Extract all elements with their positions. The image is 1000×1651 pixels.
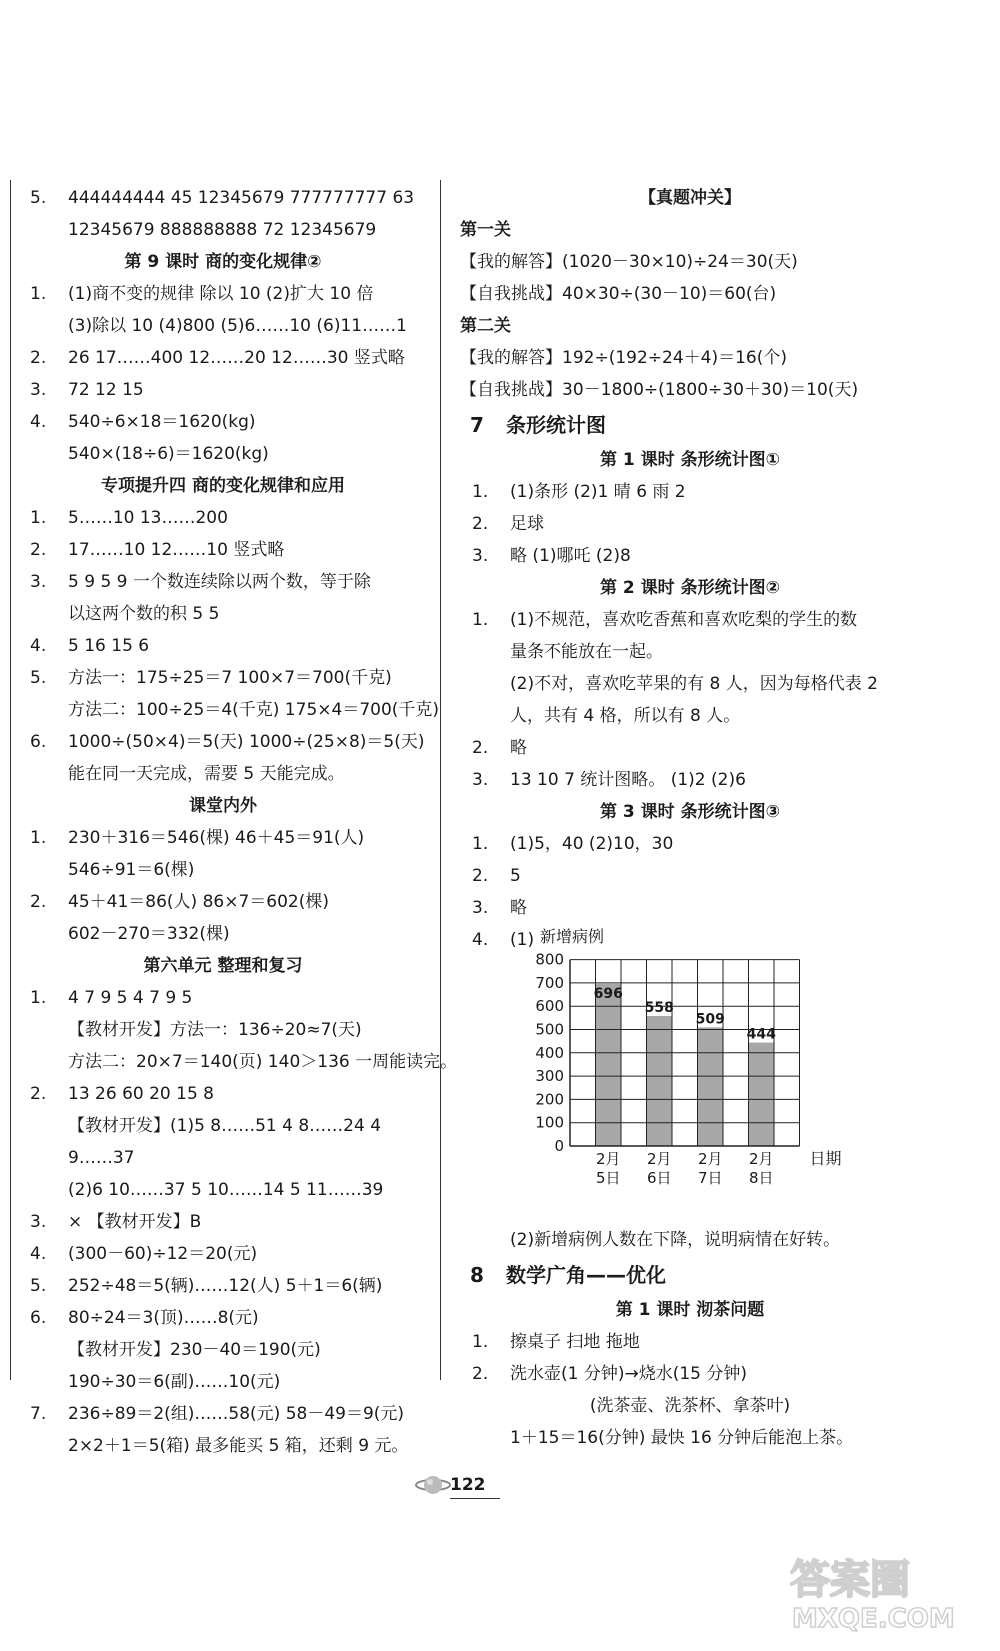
answer-text: 洗水壶(1 分钟)→烧水(15 分钟) xyxy=(510,1364,748,1384)
answer-text: 1＋15＝16(分钟) 最快 16 分钟后能泡上茶。 xyxy=(510,1428,854,1448)
question-item xyxy=(460,860,920,892)
answer-continuation xyxy=(18,1430,428,1462)
answer-text: 略 xyxy=(510,738,527,758)
bar xyxy=(647,1016,673,1146)
answer-text: 540÷6×18＝1620(kg) xyxy=(68,412,256,432)
question-number: 5. xyxy=(30,188,47,208)
page-number: 122 xyxy=(450,1475,486,1495)
answer-text: 方法一：175÷25＝7 100×7＝700(千克) xyxy=(68,668,392,688)
question-item xyxy=(18,502,428,534)
answer-continuation xyxy=(18,1174,428,1206)
answer-text: 5 xyxy=(510,866,521,886)
answer-text: 540×(18÷6)＝1620(kg) xyxy=(68,444,269,464)
planet-icon xyxy=(415,1470,451,1504)
x-tick-label-month: 2月 xyxy=(697,1150,723,1168)
question-number: 4. xyxy=(30,636,47,656)
question-item xyxy=(18,1206,428,1238)
question-item xyxy=(18,886,428,918)
answer-text: 5……10 13……200 xyxy=(68,508,228,528)
right-column xyxy=(460,182,920,1454)
answer-text: (1)商不变的规律 除以 10 (2)扩大 10 倍 xyxy=(68,284,374,304)
answer-text: 4 7 9 5 4 7 9 5 xyxy=(68,988,193,1008)
answer-continuation xyxy=(18,1014,428,1046)
bar xyxy=(593,984,623,1146)
answer-continuation xyxy=(18,1366,428,1398)
question-number: 4. xyxy=(30,1244,47,1264)
unit-number: 8 xyxy=(470,1263,484,1287)
answer-continuation xyxy=(460,668,920,700)
page-number-underline xyxy=(450,1498,500,1499)
unit-heading xyxy=(460,406,920,444)
bar xyxy=(749,1043,775,1146)
answer-text: 546÷91＝6(棵) xyxy=(68,860,195,880)
y-tick-label: 500 xyxy=(535,1020,564,1039)
x-axis-label: 日期 xyxy=(809,1149,842,1168)
answer-text: 略 xyxy=(510,898,527,918)
question-item xyxy=(460,476,920,508)
answer-text: 45＋41＝86(人) 86×7＝602(棵) xyxy=(68,892,329,912)
question-number: 6. xyxy=(30,732,47,752)
column-divider-center xyxy=(440,180,441,1380)
answer-continuation xyxy=(18,214,428,246)
answer-continuation xyxy=(18,438,428,470)
unit-number: 7 xyxy=(470,413,484,437)
question-number: 4. xyxy=(30,412,47,432)
answer-line: 【我的解答】(1020－30×10)÷24＝30(天) xyxy=(460,252,798,272)
question-item xyxy=(460,892,920,924)
question-number: 1. xyxy=(472,482,489,502)
question-number: 1. xyxy=(472,610,489,630)
answer-continuation xyxy=(18,694,440,726)
answer-text: (300－60)÷12＝20(元) xyxy=(68,1244,258,1264)
question-item xyxy=(18,278,428,310)
answer-continuation xyxy=(18,854,428,886)
answer-text: 略 (1)哪吒 (2)8 xyxy=(510,546,631,566)
answer-text: (2)6 10……37 5 10……14 5 11……39 xyxy=(68,1180,384,1200)
answer-text: 【教材开发】230－40＝190(元) xyxy=(68,1340,321,1360)
answer-line: 【自我挑战】40×30÷(30－10)＝60(台) xyxy=(460,284,777,304)
lesson-heading: 第 1 课时 条形统计图① xyxy=(600,450,780,470)
bar-chart xyxy=(510,924,930,1194)
y-tick-label: 700 xyxy=(535,973,564,992)
x-tick-label-month: 2月 xyxy=(748,1150,774,1168)
question-item xyxy=(18,1078,428,1110)
x-tick-label-day: 6日 xyxy=(646,1169,672,1187)
question-item xyxy=(18,822,428,854)
y-tick-label: 600 xyxy=(535,997,564,1016)
lesson-heading: 专项提升四 商的变化规律和应用 xyxy=(101,476,345,496)
left-column xyxy=(18,182,458,1462)
question-item xyxy=(460,508,920,540)
question-number: 5. xyxy=(30,1276,47,1296)
answer-text: 擦桌子 扫地 拖地 xyxy=(510,1332,640,1352)
question-item xyxy=(18,1302,428,1334)
chart-question xyxy=(460,924,920,1224)
data-label: 558 xyxy=(644,999,674,1016)
question-item xyxy=(18,1398,428,1430)
column-divider-left xyxy=(10,180,11,1380)
answer-text: 12345679 888888888 72 12345679 xyxy=(68,220,377,240)
x-tick-label-day: 5日 xyxy=(595,1169,621,1187)
question-item xyxy=(18,662,428,694)
question-number: 1. xyxy=(30,508,47,528)
right-top-section xyxy=(460,182,920,924)
question-item xyxy=(18,1238,428,1270)
answer-line: 【我的解答】192÷(192÷24＋4)＝16(个) xyxy=(460,348,787,368)
question-item xyxy=(460,540,920,572)
answer-text: (1)条形 (2)1 晴 6 雨 2 xyxy=(510,482,686,502)
question-number: 7. xyxy=(30,1404,47,1424)
question-number: 2. xyxy=(472,1364,489,1384)
y-tick-label: 400 xyxy=(535,1043,564,1062)
question-number: 2. xyxy=(472,738,489,758)
answer-text: 人，共有 4 格，所以有 8 人。 xyxy=(510,706,741,726)
answer-text: (3)除以 10 (4)800 (5)6……10 (6)11……1 xyxy=(68,316,407,336)
question-part: (1) xyxy=(510,930,535,950)
question-item xyxy=(460,1326,920,1358)
answer-text: (1)不规范，喜欢吃香蕉和喜欢吃梨的学生的数 xyxy=(510,610,858,630)
answer-continuation xyxy=(460,636,920,668)
question-item xyxy=(18,406,428,438)
answer-text: 190÷30＝6(副)……10(元) xyxy=(68,1372,281,1392)
x-tick-label-day: 7日 xyxy=(697,1169,723,1187)
answer-text: 方法二：100÷25＝4(千克) 175×4＝700(千克) xyxy=(68,700,440,720)
lesson-heading: 第 1 课时 沏茶问题 xyxy=(615,1300,765,1320)
answer-text: 能在同一天完成，需要 5 天能完成。 xyxy=(68,764,345,784)
answer-text: 26 17……400 12……20 12……30 竖式略 xyxy=(68,348,405,368)
unit-title: 条形统计图 xyxy=(506,413,606,437)
answer-text: (2)不对，喜欢吃苹果的有 8 人，因为每格代表 2 xyxy=(510,674,878,694)
question-number: 3. xyxy=(30,380,47,400)
y-tick-label: 0 xyxy=(554,1137,564,1155)
answer-text: 以这两个数的积 5 5 xyxy=(68,604,220,624)
question-item xyxy=(460,828,920,860)
answer-continuation xyxy=(18,598,428,630)
answer-text: 1000÷(50×4)＝5(天) 1000÷(25×8)＝5(天) xyxy=(68,732,425,752)
y-tick-label: 200 xyxy=(535,1090,564,1109)
answer-text: × 【教材开发】B xyxy=(68,1212,202,1232)
question-number: 2. xyxy=(30,348,47,368)
answer-continuation xyxy=(18,918,428,950)
question-number: 3. xyxy=(30,572,47,592)
answer-text: 13 10 7 统计图略。 (1)2 (2)6 xyxy=(510,770,746,790)
answer-line: 【自我挑战】30－1800÷(1800÷30＋30)＝10(天) xyxy=(460,380,859,400)
answer-note: (洗茶壶、洗茶杯、拿茶叶) xyxy=(589,1396,791,1416)
question-item xyxy=(18,182,428,214)
unit-heading xyxy=(460,1256,920,1294)
answer-continuation xyxy=(18,1046,458,1078)
question-item xyxy=(18,342,428,374)
x-tick-label-month: 2月 xyxy=(646,1150,672,1168)
question-item xyxy=(18,1270,428,1302)
question-item xyxy=(460,764,920,796)
answer-text: (1)5，40 (2)10，30 xyxy=(510,834,674,854)
answer-continuation xyxy=(18,758,428,790)
question-item xyxy=(18,630,428,662)
question-number: 5. xyxy=(30,668,47,688)
data-label: 509 xyxy=(695,1011,725,1028)
question-number: 2. xyxy=(472,866,489,886)
answer-continuation xyxy=(460,700,920,732)
question-item xyxy=(18,982,428,1014)
lesson-heading: 第六单元 整理和复习 xyxy=(143,956,303,976)
y-tick-label: 300 xyxy=(535,1067,564,1086)
question-number: 2. xyxy=(30,892,47,912)
answer-text: 80÷24＝3(顶)……8(元) xyxy=(68,1308,259,1328)
svg-text:MXQE.COM: MXQE.COM xyxy=(792,1604,955,1634)
question-item xyxy=(18,726,428,758)
question-number: 3. xyxy=(472,898,489,918)
question-item xyxy=(18,374,428,406)
x-tick-label-month: 2月 xyxy=(595,1150,621,1168)
question-number: 3. xyxy=(472,546,489,566)
answer-text: 5 9 5 9 一个数连续除以两个数，等于除 xyxy=(68,572,371,592)
lesson-heading: 第 9 课时 商的变化规律② xyxy=(124,252,322,272)
answer-text: 9……37 xyxy=(68,1148,135,1168)
answer-text: 足球 xyxy=(510,514,544,534)
question-number: 2. xyxy=(30,1084,47,1104)
y-tick-label: 800 xyxy=(535,950,564,969)
unit-title: 数学广角——优化 xyxy=(506,1263,666,1287)
question-number: 6. xyxy=(30,1308,47,1328)
answer-continuation xyxy=(18,1142,428,1174)
level-heading: 第二关 xyxy=(460,316,511,336)
lesson-heading: 第 3 课时 条形统计图③ xyxy=(600,802,780,822)
answer-text: 230＋316＝546(棵) 46＋45＝91(人) xyxy=(68,828,365,848)
y-axis-label: 新增病例 xyxy=(540,927,605,946)
answer-text: 72 12 15 xyxy=(68,380,144,400)
answer-text: 444444444 45 12345679 777777777 63 xyxy=(68,188,415,208)
answer-continuation xyxy=(460,1224,920,1256)
question-number: 1. xyxy=(472,834,489,854)
answer-text: 方法二：20×7＝140(页) 140＞136 一周能读完。 xyxy=(68,1052,458,1072)
answer-continuation xyxy=(18,1334,428,1366)
question-number: 1. xyxy=(472,1332,489,1352)
answer-text: 13 26 60 20 15 8 xyxy=(68,1084,214,1104)
answer-text: 量条不能放在一起。 xyxy=(510,642,663,662)
question-item xyxy=(18,534,428,566)
svg-text:答案圈: 答案圈 xyxy=(790,1557,910,1603)
lesson-heading: 【真题冲关】 xyxy=(639,188,741,208)
lesson-heading: 第 2 课时 条形统计图② xyxy=(600,578,780,598)
answer-continuation xyxy=(18,310,428,342)
lesson-heading: 课堂内外 xyxy=(189,796,257,816)
answer-text: 252÷48＝5(辆)……12(人) 5＋1＝6(辆) xyxy=(68,1276,383,1296)
answer-text: 602－270＝332(棵) xyxy=(68,924,230,944)
answer-text: 【教材开发】(1)5 8……51 4 8……24 4 xyxy=(68,1116,382,1136)
answer-continuation xyxy=(460,1422,920,1454)
answer-text: 5 16 15 6 xyxy=(68,636,150,656)
question-number: 3. xyxy=(30,1212,47,1232)
bar xyxy=(698,1027,724,1146)
question-item xyxy=(460,604,920,636)
answer-text: 2×2＋1＝5(箱) 最多能买 5 箱，还剩 9 元。 xyxy=(68,1436,409,1456)
question-item xyxy=(18,566,428,598)
x-tick-label-day: 8日 xyxy=(748,1169,774,1187)
level-heading: 第一关 xyxy=(460,220,511,240)
question-number: 1. xyxy=(30,988,47,1008)
question-number: 1. xyxy=(30,284,47,304)
answer-continuation xyxy=(18,1110,428,1142)
answer-text: 17……10 12……10 竖式略 xyxy=(68,540,285,560)
question-number: 2. xyxy=(472,514,489,534)
answer-text: 【教材开发】方法一：136÷20≈7(天) xyxy=(68,1020,362,1040)
watermark-logo xyxy=(790,1555,990,1639)
data-label: 444 xyxy=(746,1026,776,1043)
y-tick-label: 100 xyxy=(535,1113,564,1132)
question-item xyxy=(460,732,920,764)
question-number: 2. xyxy=(30,540,47,560)
right-bottom-section xyxy=(460,1224,920,1454)
answer-text: 236÷89＝2(组)……58(元) 58－49＝9(元) xyxy=(68,1404,405,1424)
question-number: 1. xyxy=(30,828,47,848)
data-label: 696 xyxy=(593,985,623,1002)
question-item xyxy=(460,1358,920,1390)
question-number: 3. xyxy=(472,770,489,790)
question-number: 4. xyxy=(472,930,489,950)
answer-text: (2)新增病例人数在下降，说明病情在好转。 xyxy=(510,1230,841,1250)
